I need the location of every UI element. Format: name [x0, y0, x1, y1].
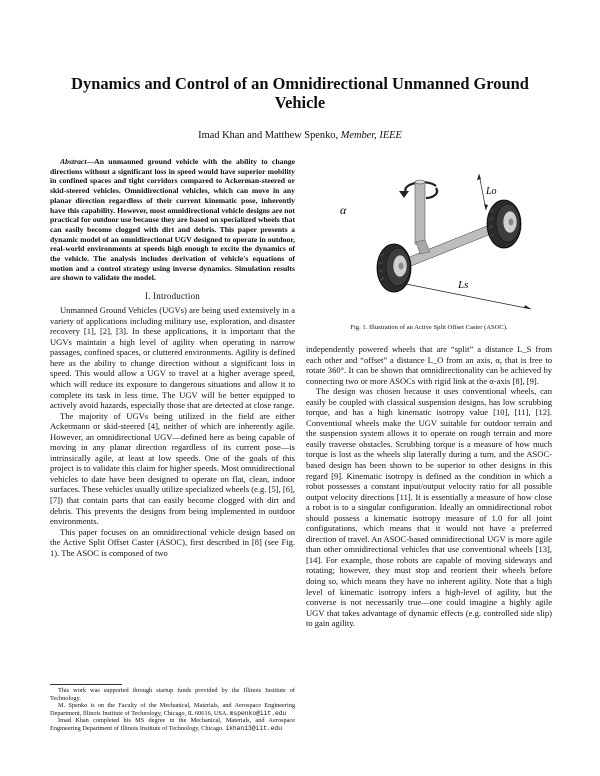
alpha-label: α	[340, 203, 347, 217]
paper-title: Dynamics and Control of an Omnidirectional Unmanned Ground Vehicle	[71, 74, 529, 112]
footnote-khan-email: ikhan13@iit.edu	[225, 724, 282, 732]
footnote-funding: This work was supported through startup funds provided by the Illinois Institute of Technology.	[50, 687, 295, 702]
section-heading-introduction: I. Introduction	[145, 291, 200, 302]
lo-label: Lo	[486, 186, 497, 197]
figure-caption: Fig. 1. Illustration of an Active Split Offset Caster (ASOC).	[350, 324, 508, 331]
footnotes	[50, 684, 295, 733]
intro-paragraph-3: This paper focuses on an omnidirectional vehicle design based on the Active Split Offset Caster (ASOC), first described in [8] (see Fig. 1). The ASOC is composed of two	[50, 526, 295, 558]
vertical-shaft	[415, 182, 425, 244]
footnote-spenko-text: M. Spenko is on the Faculty of the Mechanical, Materials, and Aerospace Engineering Department, Illinois Institute of Technology, Chicago, IL 60616, USA.	[50, 702, 295, 717]
author-membership: Member, IEEE	[340, 130, 402, 141]
abstract-text: —An unmanned ground vehicle with the ability to change directions without a significant loss in speed would have superior mobility in confined spaces and tight corridors compared to Ackerman-steered or skid-steered vehicles. Omnidirectional vehicles, which can move in any planar direction regardless of their current kinematic pose, inherently have this capability. However, most omnidirectional vehicle designs are not practical for outdoor use because they are based on specialized wheels that can easily become clogged with dirt and debris. This paper presents a dynamic model of an omnidirectional UGV designed to operate in outdoor, real-world environments at speeds high enough to excite the dynamics of the vehicle. The analysis includes derivation of vehicle's equations of motion and a control strategy using inverse dynamics. Simulation results are shown to validate the model.	[50, 157, 295, 283]
right-wheel	[487, 200, 521, 248]
footnote-khan	[50, 717, 295, 732]
lo-arrow-top	[477, 174, 481, 180]
footnote-khan-text: Imad Khan completed his MS degree in the Mechanical, Materials, and Aerospace Engineering Department of Illinois Institute of Technology, Chicago.	[50, 717, 295, 732]
shaft-top	[415, 180, 425, 184]
asoc-paragraph: independently powered wheels that are “split” a distance L_S from each other and “offset” a distance L_O from an axis, α, that is free to rotate 360°. It can be shown that omnidirectionality can be achieved by connecting two or more ASOCs with rigid link at the α-axis [8], [9].	[306, 344, 552, 386]
design-paragraph: The design was chosen because it uses conventional wheels, can easily be coupled with classical suspension designs, has low scrubbing torque, and has a high kinematic isotropy value [10], [11], [12]. Conventional wheels make the UGV suitable for outdoor terrain and the suspension system allows it to operate on rough terrain and more easily traverse obstacles. Scrubbing torque is a measure of how much torque is lost as the wheels slip laterally during a turn, and the ASOC-based design has been shown to be superior to other designs in this regard [9]. Kinematic isotropy is defined as the condition in which a robot possesses a constant input/output velocity ratio for all possible output velocity directions [11]. It is essentially a measure of how close a robot is to a singular configuration. Ideally an omnidirectional robot should possess a kinematic isotropy measure of 1.0 for all joint configurations, which means that it would not have a preferred direction of travel. An ASOC-based omnidirectional UGV is more agile than other omnidirectional vehicles that use conventional wheels [13], [14]. For example, those robots are capable of moving sideways and rotating; however, they must stop and reorient their wheels before doing so, which means they have no inherent agility. Note that a high level of kinematic isotropy infers a high-level of agility, but the converse is not necessarily true—one could imagine a highly agile UGV that takes advantage of dynamic effects (e.g. controlled side slip) to gain agility.	[306, 386, 552, 629]
abstract-label: Abstract	[60, 157, 87, 166]
ls-label: Ls	[458, 279, 469, 291]
intro-paragraph-1: Unmanned Ground Vehicles (UGVs) are being used extensively in a variety of applications including military use, exploration, and disaster recovery [1], [2], [3]. In these applications, it is important that the UGVs maintain a high level of agility when operating in narrow passages, confined spaces, or cluttered environments. Agility is defined here as the ability to change direction without a significant loss in speed. This would allow a UGV to travel at a higher average speed, which will reduce its exposure to dangerous situations and allow it to complete its task in less time. The UGV will be better equipped to actively avoid hazards, especially those that are detected at close range.	[50, 305, 295, 411]
ls-arrow-right	[524, 305, 531, 309]
right-column-text	[306, 344, 552, 629]
asoc-figure	[306, 164, 552, 324]
lo-arrow-bottom	[484, 204, 488, 210]
left-column	[50, 157, 295, 558]
footnote-spenko-email: mspenko@iit.edu	[229, 709, 287, 717]
abstract	[50, 157, 295, 283]
rotation-arc-back	[426, 188, 437, 198]
footnote-rule	[50, 684, 122, 685]
left-wheel	[377, 244, 411, 292]
intro-paragraph-2: The majority of UGVs being utilized in the field are either Ackermann or skid-steered [4], neither of which are inherently agile. However, an omnidirectional UGV—defined here as being capable of moving in any planar direction regardless of its current pose—is intrinsically agile, at least at low speeds. One of the goals of this project is to validate this claim for higher speeds. Most omnidirectional vehicles to date have been designed to operate on flat, clean, indoor surfaces. These vehicles usually utilize specialized wheels (e.g. [5], [6], [7]) that contain parts that can easily become clogged with dirt and debris. This prevents the designs from being implemented in outdoor environments.	[50, 410, 295, 527]
author-line	[60, 130, 540, 141]
author-names: Imad Khan and Matthew Spenko,	[198, 130, 339, 141]
offset-link	[416, 240, 430, 254]
rotation-arrowhead	[399, 191, 409, 198]
footnote-spenko	[50, 702, 295, 717]
